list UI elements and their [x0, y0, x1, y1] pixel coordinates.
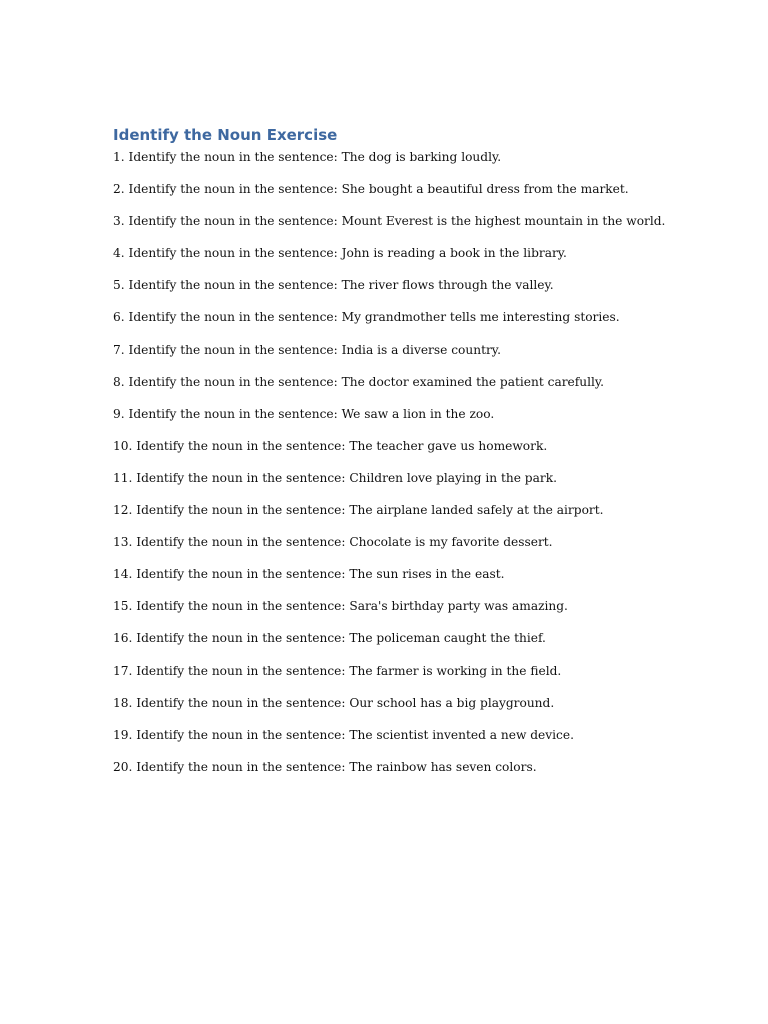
- question-item: 5. Identify the noun in the sentence: The river flows through the valley.: [113, 278, 554, 293]
- question-list: [113, 146, 713, 788]
- question-item: 12. Identify the noun in the sentence: The airplane landed safely at the airport.: [113, 503, 604, 518]
- question-item: 13. Identify the noun in the sentence: Chocolate is my favorite dessert.: [113, 535, 553, 550]
- question-item: 20. Identify the noun in the sentence: The rainbow has seven colors.: [113, 759, 537, 774]
- question-item: 3. Identify the noun in the sentence: Mount Everest is the highest mountain in the world.: [113, 214, 666, 229]
- question-item: 14. Identify the noun in the sentence: The sun rises in the east.: [113, 567, 505, 582]
- document-content: [113, 124, 713, 788]
- page-title: Identify the Noun Exercise: [113, 126, 338, 144]
- question-item: 9. Identify the noun in the sentence: We saw a lion in the zoo.: [113, 406, 495, 421]
- question-item: 7. Identify the noun in the sentence: India is a diverse country.: [113, 342, 501, 357]
- question-item: 8. Identify the noun in the sentence: The doctor examined the patient carefully.: [113, 374, 605, 389]
- question-item: 4. Identify the noun in the sentence: John is reading a book in the library.: [113, 246, 567, 261]
- question-item: 10. Identify the noun in the sentence: The teacher gave us homework.: [113, 438, 548, 453]
- question-item: 16. Identify the noun in the sentence: The policeman caught the thief.: [113, 631, 546, 646]
- question-item: 1. Identify the noun in the sentence: The dog is barking loudly.: [113, 150, 502, 164]
- question-item: 11. Identify the noun in the sentence: Children love playing in the park.: [113, 470, 557, 485]
- question-item: 19. Identify the noun in the sentence: The scientist invented a new device.: [113, 727, 574, 742]
- question-item: 17. Identify the noun in the sentence: The farmer is working in the field.: [113, 663, 562, 678]
- question-item: 18. Identify the noun in the sentence: Our school has a big playground.: [113, 695, 555, 710]
- question-item: 15. Identify the noun in the sentence: Sara's birthday party was amazing.: [113, 599, 568, 614]
- question-item: 6. Identify the noun in the sentence: My grandmother tells me interesting stories.: [113, 310, 620, 325]
- question-item: 2. Identify the noun in the sentence: She bought a beautiful dress from the market.: [113, 182, 629, 197]
